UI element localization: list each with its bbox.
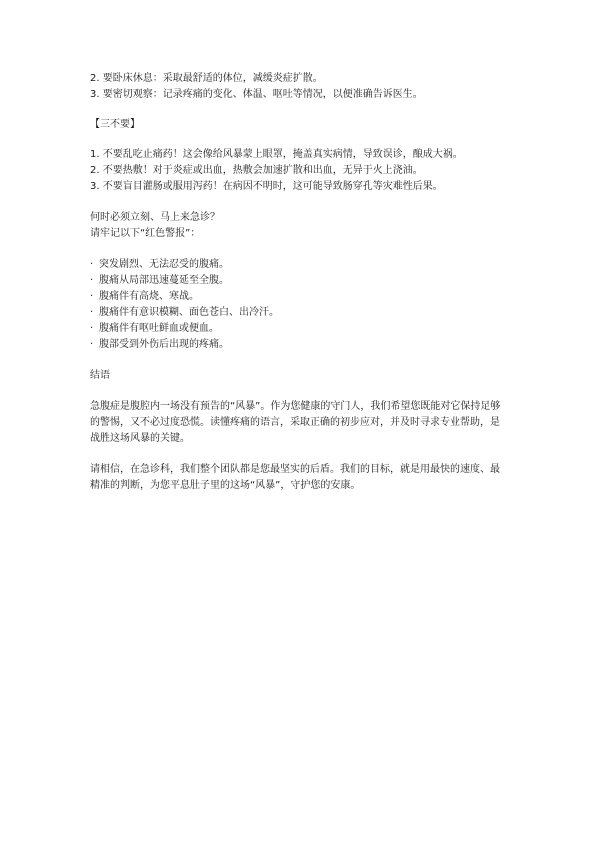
list-text: 腹痛伴有高烧、寒战。 xyxy=(99,291,199,302)
list-item xyxy=(90,147,510,163)
list-number: 2. xyxy=(90,73,100,84)
conclusion-paragraph-1: 急腹症是腹腔内一场没有预告的“风暴”。作为您健康的守门人，我们希望您既能对它保持足够的警惕，又不必过度恐慌。读懂疼痛的语言，采取正确的初步应对，并及时寻求专业帮助，是战胜这场风暴的关键。 xyxy=(90,401,501,444)
list-text: 腹痛伴有意识模糊、面色苍白、出冷汗。 xyxy=(99,307,279,318)
list-item xyxy=(90,71,510,87)
bullet-icon: · xyxy=(90,291,94,302)
list-text: 不要盲目灌肠或服用泻药！在病因不明时，这可能导致肠穿孔等灾难性后果。 xyxy=(102,181,443,192)
list-text: 要密切观察：记录疼痛的变化、体温、呕吐等情况，以便准确告诉医生。 xyxy=(102,89,423,100)
list-item xyxy=(90,87,510,103)
list-item xyxy=(90,273,510,289)
intro-list xyxy=(90,71,510,103)
list-item xyxy=(90,337,510,353)
emergency-prompt: 请牢记以下“红色警报”： xyxy=(90,228,201,239)
emergency-question: 何时必须立刻、马上来急诊？ xyxy=(90,212,220,223)
bullet-icon: · xyxy=(90,259,94,270)
red-alert-list xyxy=(90,257,510,353)
document-page xyxy=(90,71,510,494)
bullet-icon: · xyxy=(90,323,94,334)
list-text: 突发剧烈、无法忍受的腹痛。 xyxy=(99,259,229,270)
list-item xyxy=(90,321,510,337)
list-item xyxy=(90,179,510,195)
bullet-icon: · xyxy=(90,275,94,286)
list-item xyxy=(90,305,510,321)
list-text: 腹痛从局部迅速蔓延至全腹。 xyxy=(99,275,229,286)
list-number: 1. xyxy=(90,149,100,160)
bullet-icon: · xyxy=(90,339,94,350)
bullet-icon: · xyxy=(90,307,94,318)
list-text: 腹痛伴有呕吐鲜血或便血。 xyxy=(99,323,219,334)
list-text: 腹部受到外伤后出现的疼痛。 xyxy=(99,339,229,350)
list-item xyxy=(90,163,510,179)
list-number: 3. xyxy=(90,181,100,192)
list-text: 不要热敷！对于炎症或出血，热敷会加速扩散和出血，无异于火上浇油。 xyxy=(102,165,423,176)
conclusion-paragraph-2: 请相信，在急诊科，我们整个团队都是您最坚实的后盾。我们的目标，就是用最快的速度、最精准的判断，为您平息肚子里的这场“风暴”，守护您的安康。 xyxy=(90,464,500,491)
section-heading-conclusion: 结语 xyxy=(90,370,110,381)
list-text: 不要乱吃止痛药！这会像给风暴蒙上眼罩，掩盖真实病情，导致误诊，酿成大祸。 xyxy=(102,149,463,160)
section-heading-three-donts: 【三不要】 xyxy=(90,119,140,130)
list-number: 3. xyxy=(90,89,100,100)
three-donts-list xyxy=(90,147,510,195)
list-item xyxy=(90,257,510,273)
list-item xyxy=(90,289,510,305)
list-number: 2. xyxy=(90,165,100,176)
list-text: 要卧床休息：采取最舒适的体位，减缓炎症扩散。 xyxy=(102,73,323,84)
